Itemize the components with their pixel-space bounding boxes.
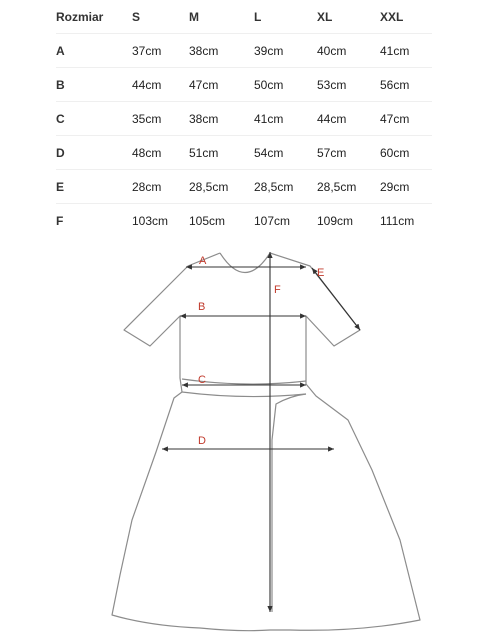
dress-bodice-outline [112, 253, 420, 631]
header-rozmiar: Rozmiar [56, 0, 132, 34]
table-row [56, 136, 432, 170]
measurement-arrows [162, 252, 360, 612]
table-cell: 28,5cm [189, 170, 254, 204]
table-cell: 53cm [317, 68, 380, 102]
table-cell: 29cm [380, 170, 432, 204]
dress-outline [112, 253, 420, 631]
table-cell: 44cm [317, 102, 380, 136]
table-cell: 48cm [132, 136, 189, 170]
table-cell: 37cm [132, 34, 189, 68]
dress-skirt-seam [272, 394, 306, 612]
row-label: E [56, 170, 132, 204]
row-label: B [56, 68, 132, 102]
table-row [56, 204, 432, 238]
label-e: E [317, 267, 325, 279]
table-cell: 38cm [189, 34, 254, 68]
table-cell: 28cm [132, 170, 189, 204]
header-size-xxl: XXL [380, 0, 432, 34]
table-cell: 111cm [380, 213, 415, 228]
table-cell: 28,5cm [317, 170, 380, 204]
table-cell: 41cm [380, 34, 432, 68]
measurement-labels [198, 255, 324, 447]
header-size-l: L [254, 0, 317, 34]
dress-neckline [220, 253, 270, 273]
table-cell: 107cm [254, 213, 291, 228]
table-cell: 44cm [132, 68, 189, 102]
label-f: F [274, 284, 281, 296]
table-cell: 40cm [317, 34, 380, 68]
table-cell: 103cm [132, 213, 169, 228]
header-size-m: M [189, 0, 254, 34]
label-c: C [198, 374, 206, 386]
row-label: A [56, 34, 132, 68]
label-d: D [198, 435, 206, 447]
table-cell: 39cm [254, 34, 317, 68]
table-cell: 109cm [317, 213, 354, 228]
dress-measurement-diagram [0, 235, 480, 639]
table-cell: 57cm [317, 136, 380, 170]
table-cell: 28,5cm [254, 170, 317, 204]
table-header-row [56, 0, 432, 34]
label-b: B [198, 301, 206, 313]
table-cell: 41cm [254, 102, 317, 136]
header-size-s: S [132, 0, 189, 34]
row-label: C [56, 102, 132, 136]
row-label: D [56, 136, 132, 170]
table-cell: 50cm [254, 68, 317, 102]
table-row [56, 68, 432, 102]
table-cell: 35cm [132, 102, 189, 136]
table-cell: 51cm [189, 136, 254, 170]
row-label: F [56, 213, 64, 228]
table-cell: 60cm [380, 136, 432, 170]
table-cell: 47cm [380, 102, 432, 136]
size-chart-table [56, 0, 432, 237]
table-cell: 47cm [189, 68, 254, 102]
table-row [56, 34, 432, 68]
table-row [56, 170, 432, 204]
label-a: A [199, 255, 207, 267]
table-cell: 56cm [380, 68, 432, 102]
table-cell: 105cm [189, 213, 226, 228]
table-cell: 38cm [189, 102, 254, 136]
header-size-xl: XL [317, 0, 380, 34]
table-row [56, 102, 432, 136]
table-cell: 54cm [254, 136, 317, 170]
